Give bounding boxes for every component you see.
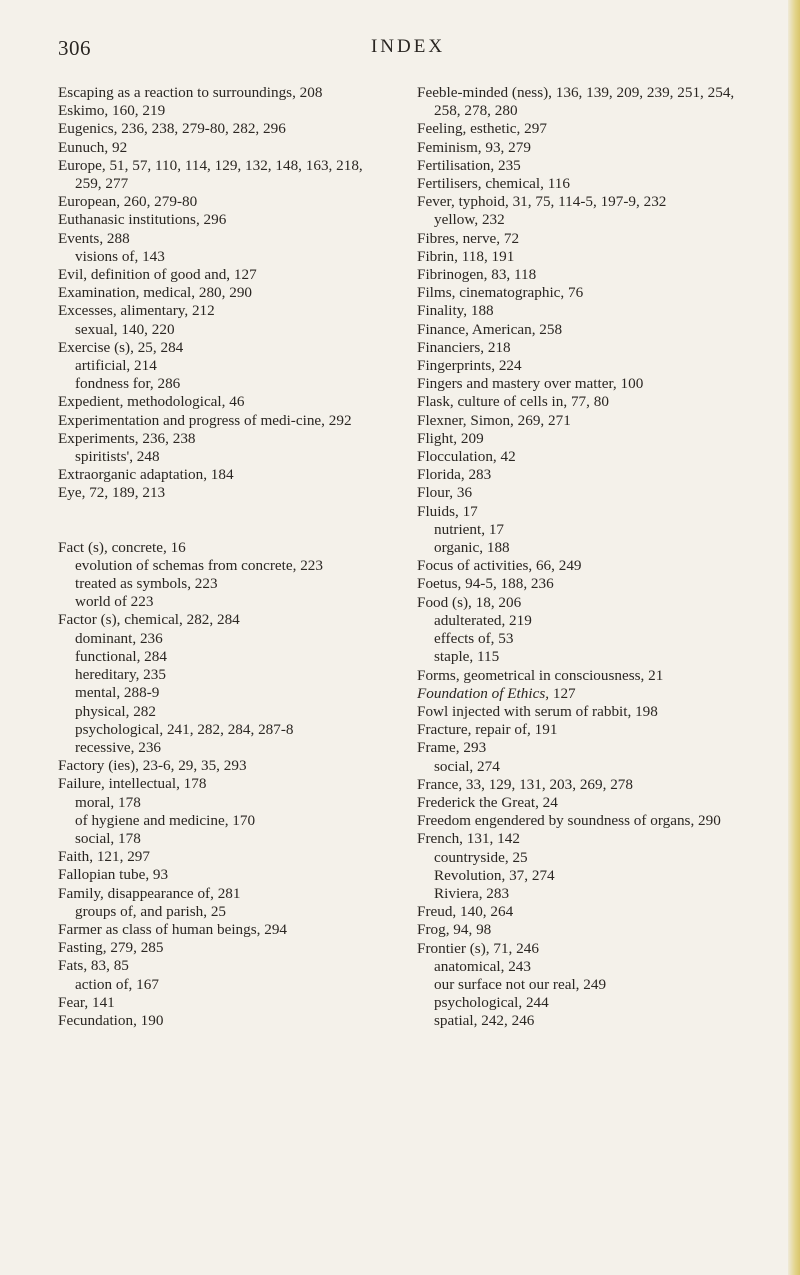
index-subentry: hereditary, 235	[75, 666, 166, 684]
index-entry: Feeble-minded (ness), 136, 139, 209, 239, 251, 254, 258, 278, 280	[417, 84, 735, 120]
index-entry: Excesses, alimentary, 212	[58, 302, 215, 320]
index-subentry: our surface not our real, 249	[434, 975, 607, 993]
index-subentry: world of 223	[75, 593, 154, 611]
index-entry: Freud, 140, 264	[417, 903, 514, 921]
index-subentry: social, 274	[434, 757, 500, 775]
index-subentry: sexual, 140, 220	[75, 320, 175, 338]
index-entry: Finance, American, 258	[417, 320, 563, 338]
index-subentry: anatomical, 243	[434, 957, 531, 975]
index-entry: Events, 288	[58, 229, 130, 247]
index-column-right	[417, 84, 747, 1031]
index-subentry: adulterated, 219	[434, 611, 532, 629]
index-entry: Fibrinogen, 83, 118	[417, 266, 537, 284]
index-entry: Food (s), 18, 206	[417, 593, 522, 611]
index-subentry: treated as symbols, 223	[75, 575, 218, 593]
index-subentry: dominant, 236	[75, 629, 163, 647]
index-subentry: of hygiene and medicine, 170	[75, 811, 256, 829]
index-entry: Films, cinematographic, 76	[417, 284, 584, 302]
index-entry: Forms, geometrical in consciousness, 21	[417, 666, 664, 684]
index-subentry: physical, 282	[75, 702, 156, 720]
index-entry: Fowl injected with serum of rabbit, 198	[417, 702, 658, 720]
index-entry: Fallopian tube, 93	[58, 866, 169, 884]
page-header	[58, 36, 758, 66]
index-entry: Fear, 141	[58, 993, 115, 1011]
index-subentry: action of, 167	[75, 975, 159, 993]
index-subentry: moral, 178	[75, 793, 141, 811]
index-entry: Foetus, 94-5, 188, 236	[417, 575, 554, 593]
index-subentry: social, 178	[75, 829, 141, 847]
index-entry: Fluids, 17	[417, 502, 478, 520]
index-subentry: nutrient, 17	[434, 520, 505, 538]
index-entry: Flocculation, 42	[417, 448, 516, 466]
page-edge-stain	[788, 0, 800, 1275]
index-entry: Finality, 188	[417, 302, 494, 320]
index-entry: Flight, 209	[417, 429, 484, 447]
index-subentry: fondness for, 286	[75, 375, 181, 393]
index-column-left	[58, 84, 388, 1030]
index-entry: Fibrin, 118, 191	[417, 247, 515, 265]
index-entry: Foundation of Ethics, 127	[417, 684, 576, 702]
index-subentry: functional, 284	[75, 647, 167, 665]
index-entry: Farmer as class of human beings, 294	[58, 920, 288, 938]
index-subentry: organic, 188	[434, 539, 510, 557]
index-entry: Factor (s), chemical, 282, 284	[58, 611, 240, 629]
index-entry: Flask, culture of cells in, 77, 80	[417, 393, 609, 411]
index-subentry: visions of, 143	[75, 247, 165, 265]
index-entry: Flexner, Simon, 269, 271	[417, 411, 571, 429]
index-subentry: recessive, 236	[75, 738, 162, 756]
index-entry: Frederick the Great, 24	[417, 793, 558, 811]
index-entry: Fever, typhoid, 31, 75, 114-5, 197-9, 232	[417, 193, 667, 211]
index-entry: Eye, 72, 189, 213	[58, 484, 166, 502]
index-entry: Exercise (s), 25, 284	[58, 338, 184, 356]
index-entry: Examination, medical, 280, 290	[58, 284, 253, 302]
index-entry: Eskimo, 160, 219	[58, 102, 166, 120]
index-entry: European, 260, 279-80	[58, 193, 198, 211]
index-entry: Experimentation and progress of medi-cine, 292	[58, 411, 352, 429]
index-subentry: artificial, 214	[75, 357, 157, 375]
index-entry: Financiers, 218	[417, 338, 511, 356]
index-entry: Focus of activities, 66, 249	[417, 557, 582, 575]
index-subentry: staple, 115	[434, 648, 500, 666]
index-entry: Florida, 283	[417, 466, 492, 484]
index-entry: Flour, 36	[417, 484, 473, 502]
index-subentry: Revolution, 37, 274	[434, 866, 555, 884]
index-entry: Fasting, 279, 285	[58, 939, 164, 957]
index-entry: Factory (ies), 23-6, 29, 35, 293	[58, 757, 247, 775]
index-entry: Fats, 83, 85	[58, 957, 129, 975]
index-entry: Fertilisation, 235	[417, 156, 521, 174]
index-entry: Fecundation, 190	[58, 1011, 164, 1029]
index-entry: Frog, 94, 98	[417, 921, 492, 939]
index-entry: Europe, 51, 57, 110, 114, 129, 132, 148, 163, 218, 259, 277	[58, 156, 363, 193]
index-entry: Evil, definition of good and, 127	[58, 266, 257, 284]
index-entry: Frame, 293	[417, 739, 487, 757]
index-entry: Fracture, repair of, 191	[417, 721, 558, 739]
index-entry: Freedom engendered by soundness of organs, 290	[417, 812, 721, 830]
page-number: 306	[58, 36, 91, 60]
index-subentry: spatial, 242, 246	[434, 1012, 535, 1030]
index-entry: Euthanasic institutions, 296	[58, 211, 227, 229]
index-entry: Feeling, esthetic, 297	[417, 120, 547, 138]
index-subentry: yellow, 232	[434, 211, 505, 229]
index-entry: French, 131, 142	[417, 830, 520, 848]
index-subentry: psychological, 241, 282, 284, 287-8	[75, 720, 294, 738]
running-title: INDEX	[370, 36, 446, 57]
index-entry: Extraorganic adaptation, 184	[58, 466, 234, 484]
index-entry: France, 33, 129, 131, 203, 269, 278	[417, 775, 633, 793]
index-subentry: effects of, 53	[434, 630, 514, 648]
index-entry: Frontier (s), 71, 246	[417, 939, 539, 957]
index-entry: Expedient, methodological, 46	[58, 393, 245, 411]
index-entry: Fingers and mastery over matter, 100	[417, 375, 644, 393]
index-entry: Experiments, 236, 238	[58, 429, 196, 447]
index-entry: Fibres, nerve, 72	[417, 229, 520, 247]
index-entry: Fingerprints, 224	[417, 357, 522, 375]
index-entry: Faith, 121, 297	[58, 848, 150, 866]
index-entry: Escaping as a reaction to surroundings, 208	[58, 84, 323, 101]
index-subentry: evolution of schemas from concrete, 223	[75, 556, 323, 574]
index-entry: Eunuch, 92	[58, 138, 128, 156]
index-entry: Feminism, 93, 279	[417, 138, 531, 156]
index-subentry: countryside, 25	[434, 848, 528, 866]
index-entry-title: Foundation of Ethics	[417, 684, 546, 702]
index-entry: Fertilisers, chemical, 116	[417, 175, 570, 193]
index-entry: Eugenics, 236, 238, 279-80, 282, 296	[58, 120, 286, 138]
index-subentry: Riviera, 283	[434, 884, 510, 902]
index-entry: Family, disappearance of, 281	[58, 884, 241, 902]
index-subentry: spiritists', 248	[75, 448, 160, 466]
index-subentry: mental, 288-9	[75, 684, 160, 702]
index-entry: Failure, intellectual, 178	[58, 775, 207, 793]
index-subentry: psychological, 244	[434, 994, 549, 1012]
index-subentry: groups of, and parish, 25	[75, 902, 227, 920]
index-entry: Fact (s), concrete, 16	[58, 538, 186, 556]
